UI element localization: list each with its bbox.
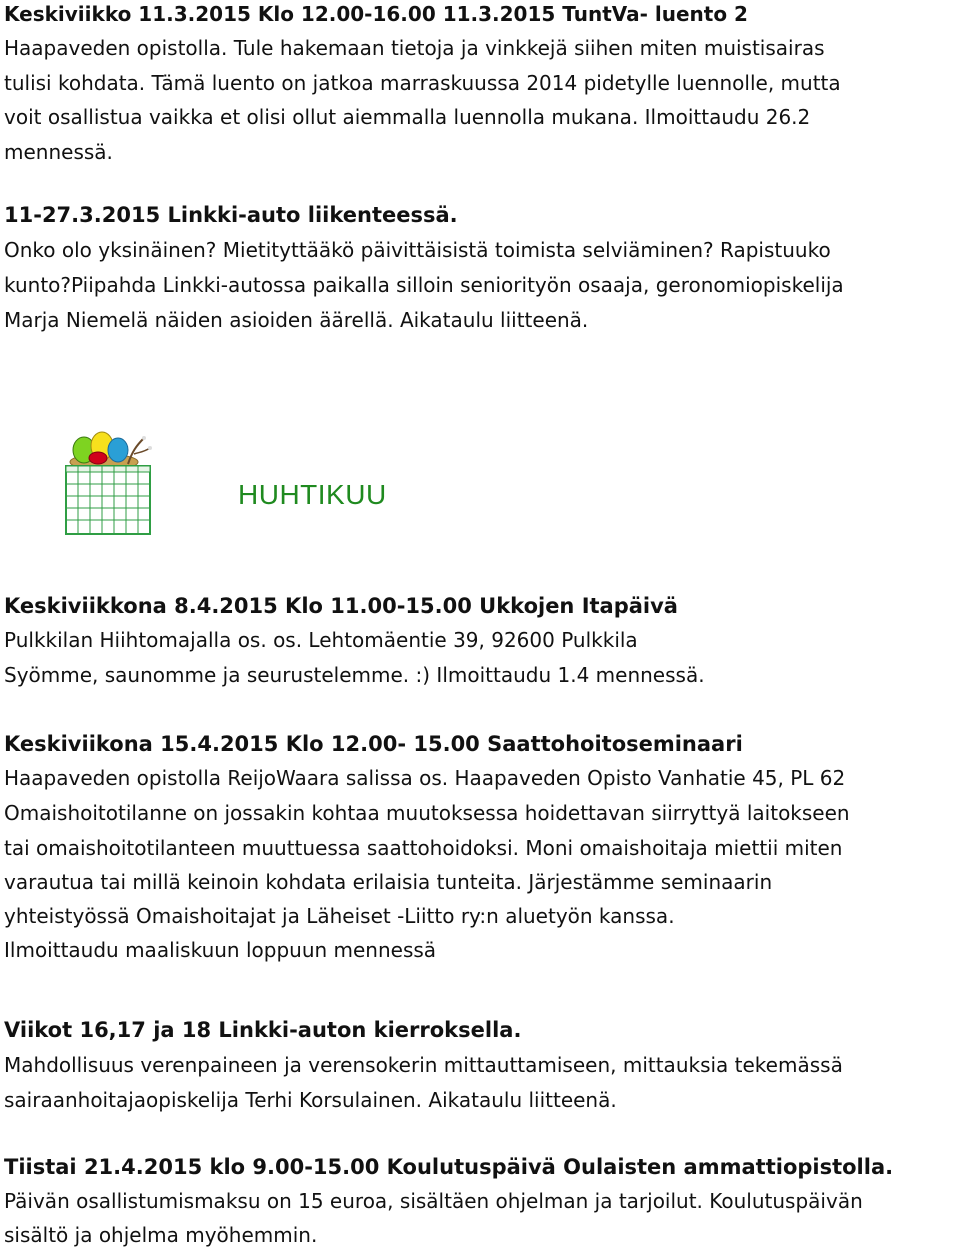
training-day-text-line: sisältö ja ohjelma myöhemmin. [4,1223,318,1247]
event-lecture-text-line: mennessä. [4,140,113,164]
event-lecture-text-line: tulisi kohdata. Tämä luento on jatkoa marraskuussa 2014 pidetylle luennolle, mutta [4,71,841,95]
seminar-text-line: Haapaveden opistolla ReijoWaara salissa os. Haapaveden Opisto Vanhatie 45, PL 62 [4,766,846,790]
training-day-text-line: Päivän osallistumismaksu on 15 euroa, sisältäen ohjelman ja tarjoilut. Koulutuspäivän [4,1189,863,1213]
seminar-text-line: Ilmoittaudu maaliskuun loppuun mennessä [4,938,437,962]
linkki-auto-text-line: kunto?Piipahda Linkki-autossa paikalla silloin seniorityön osaaja, geronomiopiskelija [4,273,844,297]
seminar-text-line: varautua tai millä keinoin kohdata erilaisia tunteita. Järjestämme seminaarin [4,870,773,894]
training-day-heading: Tiistai 21.4.2015 klo 9.00-15.00 Koulutuspäivä Oulaisten ammattiopistolla. [4,1155,894,1179]
seminar-text-line: yhteistyössä Omaishoitajat ja Läheiset -Liitto ry:n aluetyön kanssa. [4,904,675,928]
linkki-tour-text-line: Mahdollisuus verenpaineen ja verensokerin mittauttamiseen, mittauksia tekemässä [4,1053,843,1077]
linkki-auto-text-line: Onko olo yksinäinen? Mietityttääkö päivittäisistä toimista selviäminen? Rapistuuko [4,238,831,262]
seminar-text-line: tai omaishoitotilanteen muuttuessa saattohoidoksi. Moni omaishoitaja miettii miten [4,836,843,860]
ukkojen-day-text-line: Syömme, saunomme ja seurustelemme. :) Ilmoittaudu 1.4 mennessä. [4,663,705,687]
linkki-tour-text-line: sairaanhoitajaopiskelija Terhi Korsulainen. Aikataulu liitteenä. [4,1088,617,1112]
ukkojen-day-text-line: Pulkkilan Hiihtomajalla os. os. Lehtomäentie 39, 92600 Pulkkila [4,628,638,652]
ukkojen-day-heading: Keskiviikkona 8.4.2015 Klo 11.00-15.00 Ukkojen Itapäivä [4,594,678,618]
month-heading: HUHTIKUU [238,479,387,510]
event-lecture-text-line: voit osallistua vaikka et olisi ollut aiemmalla luennolla mukana. Ilmoittaudu 26.2 [4,105,811,129]
linkki-auto-text-line: Marja Niemelä näiden asioiden äärellä. Aikataulu liitteenä. [4,308,589,332]
linkki-tour-heading: Viikot 16,17 ja 18 Linkki-auton kierroksella. [4,1018,522,1042]
event-lecture-text-line: Haapaveden opistolla. Tule hakemaan tietoja ja vinkkejä siihen miten muistisairas [4,36,825,60]
seminar-text-line: Omaishoitotilanne on jossakin kohtaa muutoksessa hoidettavan siirryttyä laitokseen [4,801,850,825]
easter-eggs-calendar-icon [62,428,154,536]
seminar-heading: Keskiviikona 15.4.2015 Klo 12.00- 15.00 Saattohoitoseminaari [4,732,743,756]
linkki-auto-heading: 11-27.3.2015 Linkki-auto liikenteessä. [4,203,458,227]
event-lecture-heading-line: Keskiviikko 11.3.2015 Klo 12.00-16.00 11.3.2015 TuntVa- luento 2 [4,2,748,26]
